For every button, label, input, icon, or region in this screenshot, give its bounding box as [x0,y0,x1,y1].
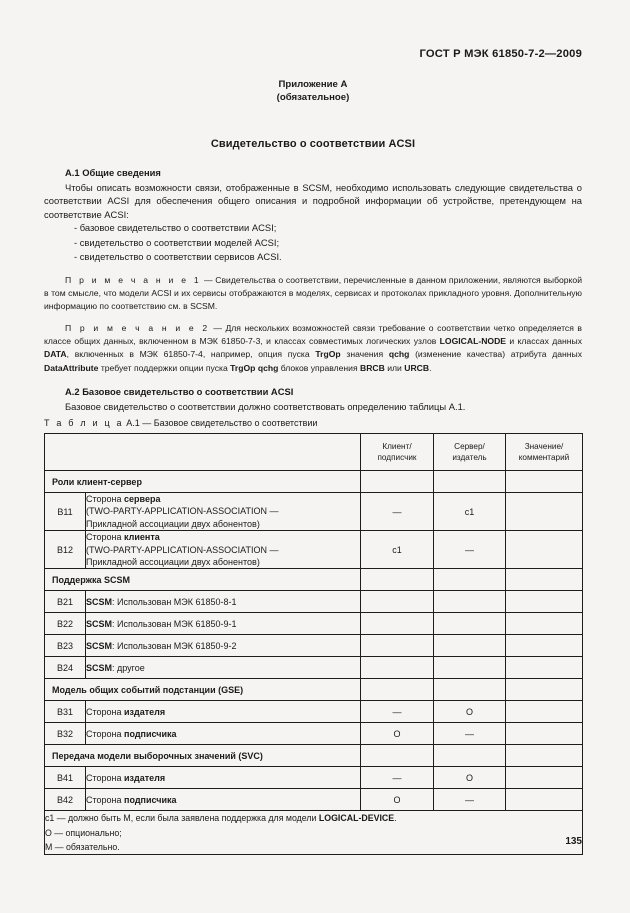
row-comment-value [506,493,583,531]
section-client-cell [361,679,434,701]
column-header-blank [45,434,361,471]
note-2-part-6: требует поддержки опции пуска [98,362,231,373]
row-desc-prefix: Сторона [86,706,125,717]
row-desc-emphasis: подписчика [124,794,177,805]
row-server-value: — [434,531,506,569]
column-header-client [361,434,434,471]
table-row [45,613,583,635]
table-row [45,767,583,789]
section-client-cell [361,745,434,767]
row-comment-value [506,701,583,723]
section-a1-paragraph: Чтобы описать возможности связи, отображенные в SCSM, необходимо использовать следующие свидетельства о соответствии ACSI для обеспечения общего описания и подробной информации об устройстве, претендующем на соответствие ACSI: [44,182,582,220]
section-heading-a1: А.1 Общие сведения [65,167,161,178]
section-server-cell [434,471,506,493]
row-comment-value [506,635,583,657]
row-server-value: О [434,701,506,723]
note-1-label: П р и м е ч а н и е 1 [65,275,202,285]
row-description [86,789,361,811]
column-header-server [434,434,506,471]
table-section-row [45,471,583,493]
row-desc-emphasis: издателя [124,706,166,717]
section-server-cell [434,569,506,591]
section-value-cell [506,679,583,701]
table-footnotes [45,811,583,855]
table-caption-title: Базовое свидетельство о соответствии [153,418,318,428]
body-text-flow [44,167,582,413]
note-2-term-data: DATA [44,349,67,360]
row-comment-value [506,723,583,745]
row-client-value [361,591,434,613]
row-desc-line2: (TWO-PARTY-APPLICATION-ASSOCIATION — [86,506,279,517]
row-description [86,723,361,745]
section-value-cell [506,569,583,591]
note-2-term-trgop-qchg: TrgOp qchg [230,362,279,373]
page-number: 135 [565,836,582,847]
row-desc-emphasis: клиента [124,532,160,543]
table-row [45,531,583,569]
column-header-server-line1: Сервер/ [454,442,485,451]
row-comment-value [506,789,583,811]
row-description [86,591,361,613]
annex-obligation: (обязательное) [276,92,350,103]
note-1 [44,274,582,313]
table-row [45,789,583,811]
page-title: Свидетельство о соответствии ACSI [210,138,416,150]
row-client-value [361,613,434,635]
table-row [45,701,583,723]
section-value-cell [506,471,583,493]
note-2-term-qchg: qchg [388,349,410,360]
row-id: В31 [45,701,86,723]
row-server-value [434,657,506,679]
note-2-term-brcb: BRCB [360,362,385,373]
note-1-text: — Свидетельства о соответствии, перечисленные в данном приложении, являются выборкой в том смысле, что модели ACSI и их сервисы отображаются в моделях, сервисах и протоколах прикладного уровня. Дополнительную информацию по соответствию см. в SCSM. [44,275,582,312]
basic-conformance-table [44,433,583,855]
column-header-value [506,434,583,471]
footnote-c1-term: LOGICAL-DEVICE [318,813,395,824]
row-desc-suffix: : Использован МЭК 61850-8-1 [112,596,237,607]
table-container [44,433,582,855]
row-desc-line2: (TWO-PARTY-APPLICATION-ASSOCIATION — [86,544,279,555]
table-row [45,591,583,613]
row-description [86,613,361,635]
row-server-value [434,591,506,613]
row-desc-prefix: Сторона [86,728,125,739]
row-id: В32 [45,723,86,745]
row-comment-value [506,767,583,789]
note-2-part-7: блоков управления [278,362,361,373]
row-desc-prefix: Сторона [86,532,125,543]
row-description [86,635,361,657]
row-server-value: c1 [434,493,506,531]
conformance-statement-list [44,221,582,265]
table-body [45,471,583,855]
row-id: В21 [45,591,86,613]
section-server-cell [434,745,506,767]
section-label: Модель общих событий подстанции (GSE) [45,679,361,701]
row-desc-prefix: Сторона [86,772,125,783]
list-item: - свидетельство о соответствии сервисов ACSI. [74,251,282,263]
table-row [45,723,583,745]
row-comment-value [506,613,583,635]
list-item: - свидетельство о соответствии моделей ACSI; [74,236,280,248]
column-header-client-line1: Клиент/ [382,442,412,451]
annex-label: Приложение А [278,79,348,90]
table-header-row [45,434,583,471]
note-2-part-1: — Для нескольких возможностей связи требование о соответствии четко определяется в классе общих данных, включенном в МЭК 61850-7-3, и классах совместимых логических узлов [44,323,582,347]
row-server-value: — [434,789,506,811]
note-2-part-8: или [384,362,405,373]
page-content-area [44,0,582,913]
footnote-mandatory: М — обязательно. [45,841,120,852]
column-header-value-line1: Значение/ [524,442,564,451]
row-desc-emphasis: издателя [124,772,166,783]
row-client-value: — [361,493,434,531]
table-row [45,635,583,657]
row-desc-emphasis: SCSM [86,618,113,629]
row-id: В22 [45,613,86,635]
table-caption [44,418,317,428]
note-2-label: П р и м е ч а н и е 2 [65,323,210,334]
table-caption-number: А.1 — [123,418,154,428]
note-2-part-4: значения [340,349,389,360]
row-description [86,657,361,679]
column-header-client-line2: подписчик [377,453,417,462]
row-client-value [361,635,434,657]
row-server-value [434,613,506,635]
table-section-row [45,569,583,591]
row-desc-emphasis: сервера [124,494,161,504]
row-id: В24 [45,657,86,679]
row-comment-value [506,657,583,679]
note-2-term-dataattribute: DataAttribute [44,362,99,373]
row-client-value: О [361,723,434,745]
note-2 [44,322,582,374]
table-row [45,493,583,531]
row-server-value: О [434,767,506,789]
section-client-cell [361,471,434,493]
column-header-server-line2: издатель [452,453,487,462]
row-client-value: c1 [361,531,434,569]
note-2-term-logical-node: LOGICAL-NODE [439,336,507,347]
note-2-term-urcb: URCB [404,362,430,373]
document-standard-header: ГОСТ Р МЭК 61850-7-2—2009 [419,48,582,60]
note-2-part-5: (изменение качества) атрибута данных [409,349,582,360]
row-description [86,767,361,789]
note-2-part-3: , включенных в МЭК 61850-7-4, например, опция пуска [66,349,316,360]
section-server-cell [434,679,506,701]
table-section-row [45,745,583,767]
table-caption-prefix: Т а б л и ц а [44,418,124,428]
section-value-cell [506,745,583,767]
row-id: В23 [45,635,86,657]
row-server-value: — [434,723,506,745]
table-head [45,434,583,471]
row-description [86,531,361,569]
row-desc-line3: Прикладной ассоциации двух абонентов) [86,518,260,529]
section-a2-paragraph: Базовое свидетельство о соответствии должно соответствовать определению таблицы А.1. [65,400,466,412]
row-client-value: — [361,701,434,723]
row-comment-value [506,531,583,569]
row-desc-prefix: Сторона [86,794,125,805]
row-desc-emphasis: SCSM [86,640,113,651]
section-label: Передача модели выборочных значений (SVC) [45,745,361,767]
list-item: - базовое свидетельство о соответствии ACSI; [74,222,277,234]
section-label: Поддержка SCSM [45,569,361,591]
note-2-part-2: и классах данных [506,336,582,347]
footnote-optional: О — опционально; [45,827,122,838]
table-footnote-row [45,811,583,855]
row-desc-suffix: : Использован МЭК 61850-9-1 [112,618,237,629]
annex-title-block [44,78,582,104]
row-id: В42 [45,789,86,811]
footnote-c1-prefix: c1 — должно быть М, если была заявлена поддержка для модели [45,813,319,824]
row-desc-suffix: : Использован МЭК 61850-9-2 [112,640,237,651]
row-desc-emphasis: SCSM [86,662,113,673]
section-client-cell [361,569,434,591]
section-heading-a2: А.2 Базовое свидетельство о соответствии ACSI [65,385,294,397]
table-row [45,657,583,679]
row-desc-emphasis: SCSM [86,596,113,607]
row-desc-emphasis: подписчика [124,728,177,739]
row-comment-value [506,591,583,613]
section-label: Роли клиент-сервер [45,471,361,493]
row-desc-suffix: : другое [112,662,145,673]
row-description [86,701,361,723]
row-desc-line3: Прикладной ассоциации двух абонентов) [86,557,260,568]
row-client-value: О [361,789,434,811]
note-2-term-trgop: TrgOp [315,349,341,360]
table-section-row [45,679,583,701]
row-id: В11 [45,493,86,531]
note-2-part-9: . [429,362,432,373]
row-id: В12 [45,531,86,569]
row-description [86,493,361,531]
column-header-value-line2: комментарий [518,453,570,462]
row-client-value: — [361,767,434,789]
row-id: В41 [45,767,86,789]
row-desc-prefix: Сторона [86,494,125,504]
footnote-c1-suffix: . [394,813,397,824]
row-server-value [434,635,506,657]
row-client-value [361,657,434,679]
